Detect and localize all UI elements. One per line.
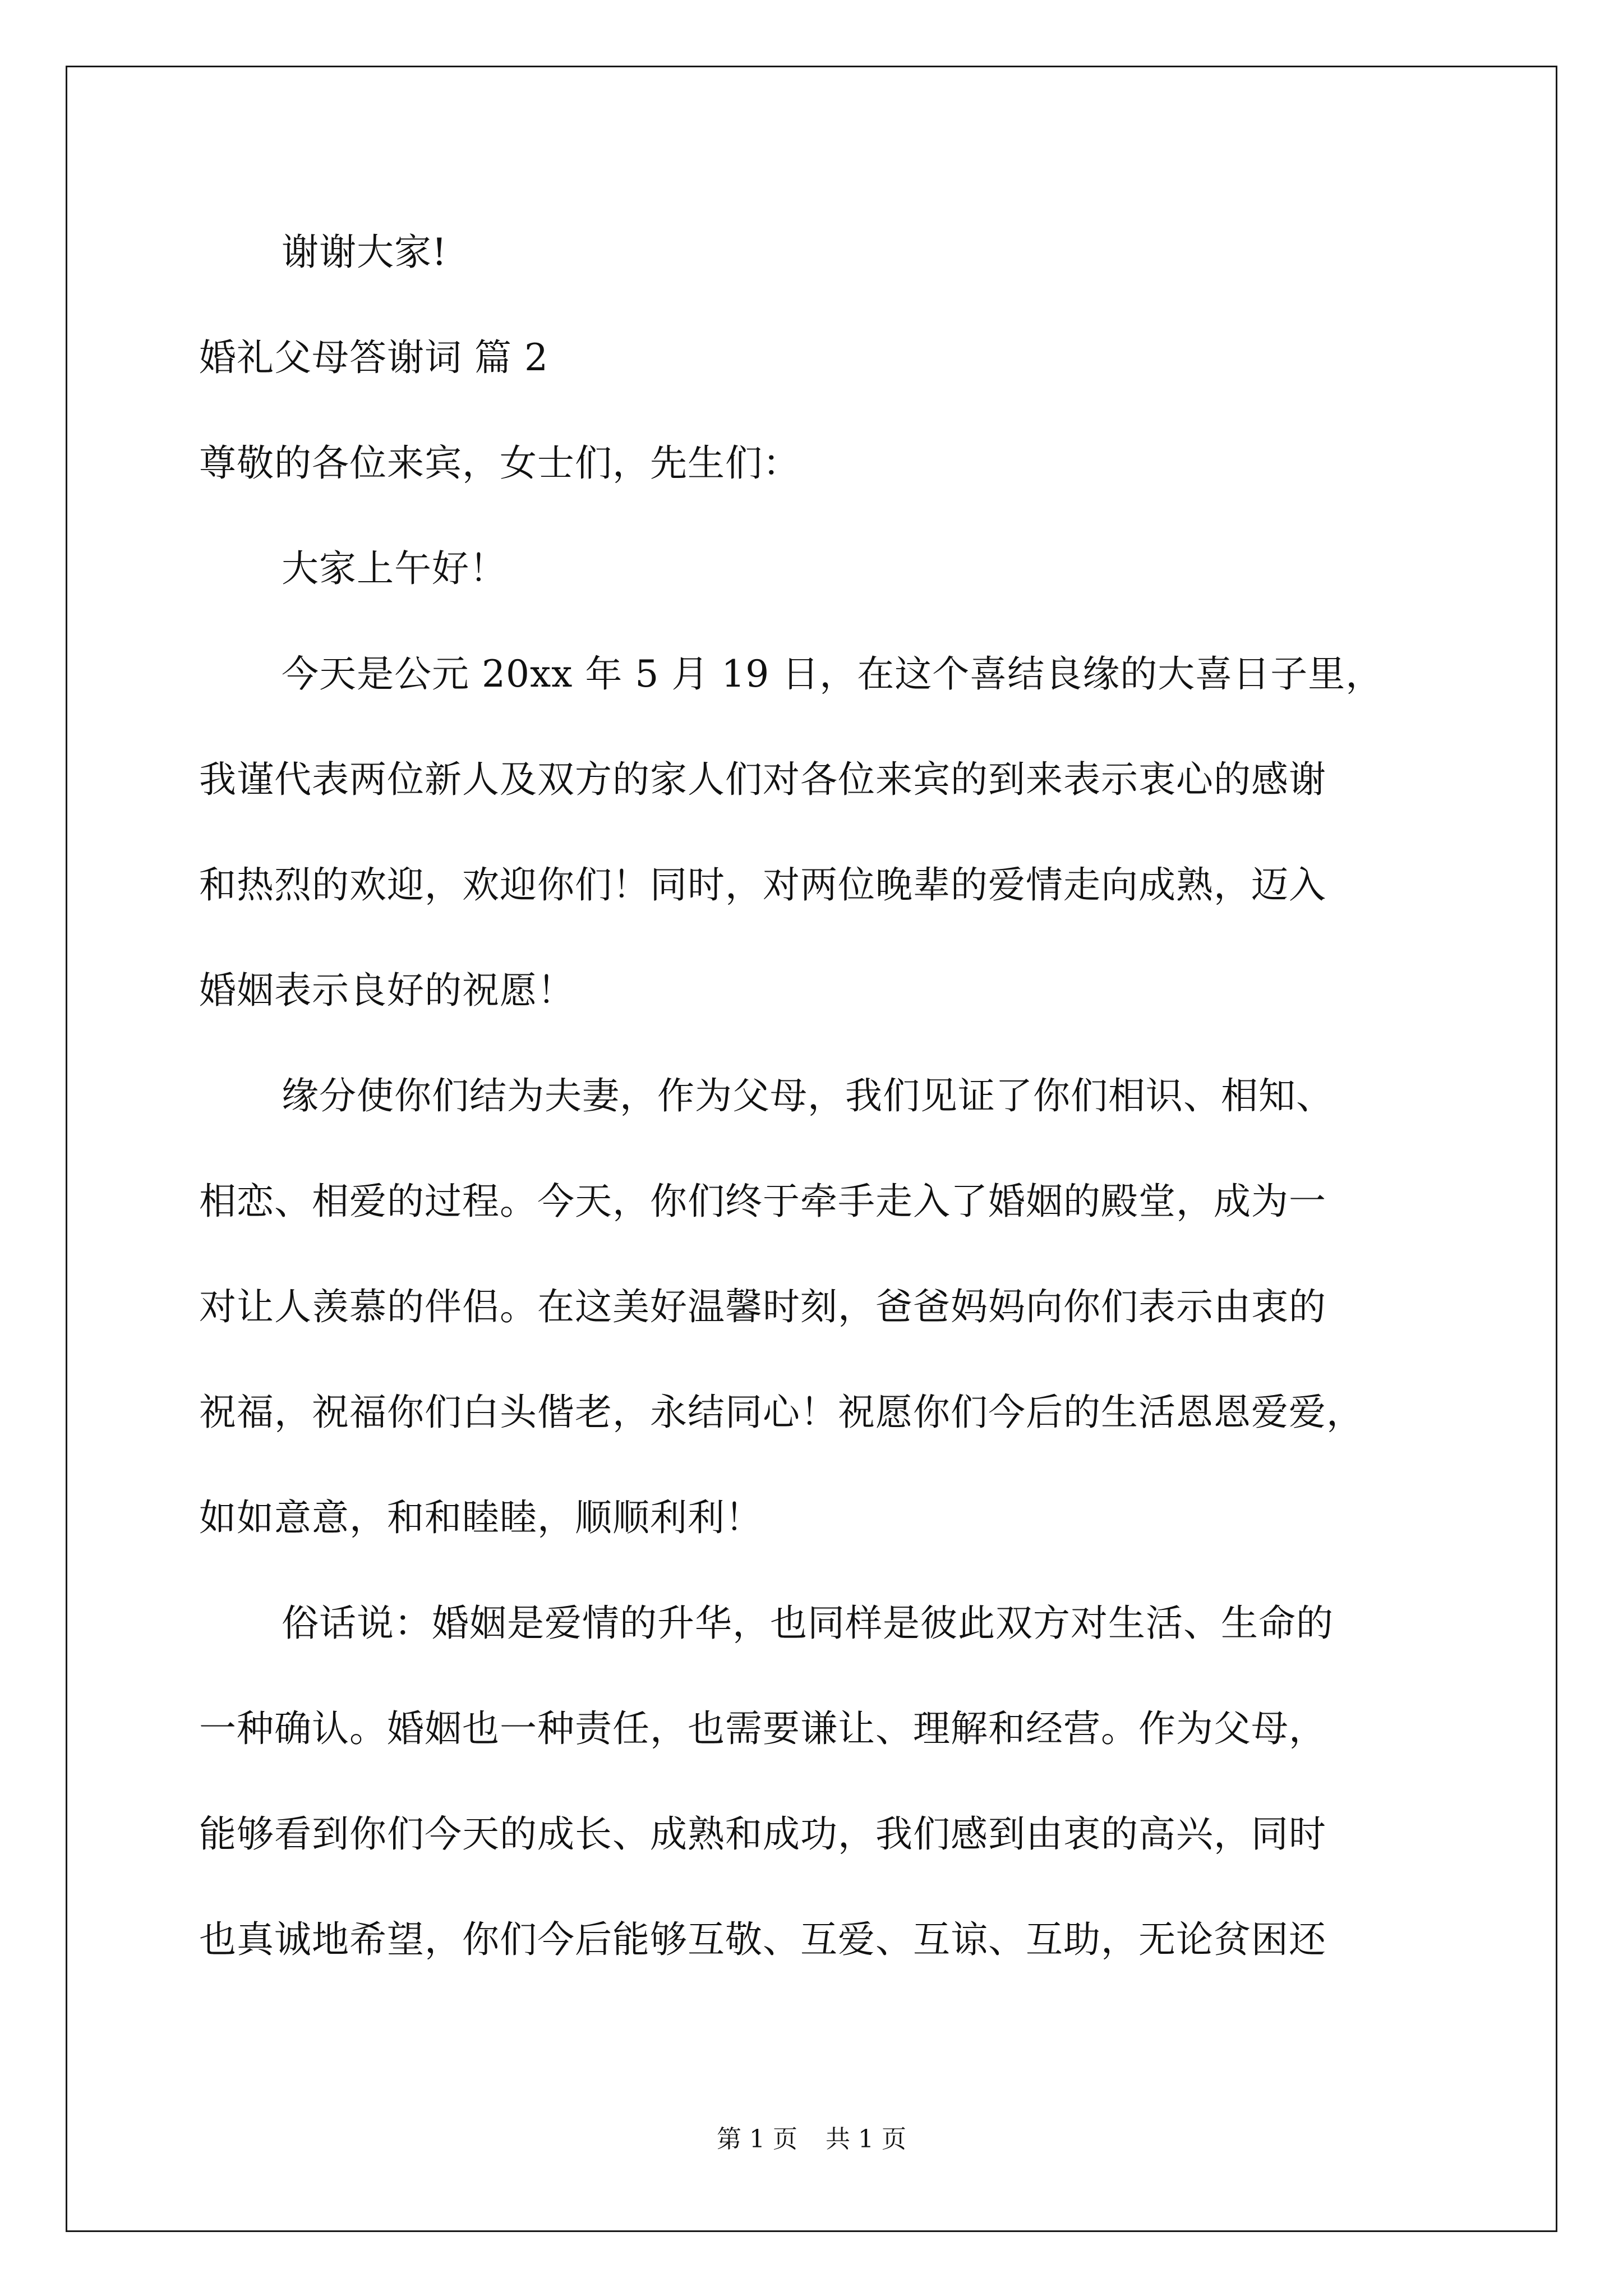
section-heading: 婚礼父母答谢词 篇 2 bbox=[199, 336, 548, 379]
body-line: 缘分使你们结为夫妻，作为父母，我们见证了你们相识、相知、 bbox=[282, 1074, 1334, 1117]
salutation-line: 尊敬的各位来宾，女士们，先生们： bbox=[199, 441, 800, 485]
body-line: 相恋、相爱的过程。今天，你们终于牵手走入了婚姻的殿堂，成为一 bbox=[199, 1180, 1326, 1223]
closing-line: 谢谢大家! bbox=[282, 231, 448, 274]
greeting-line: 大家上午好！ bbox=[282, 547, 507, 590]
body-line: 也真诚地希望，你们今后能够互敬、互爱、互谅、互助，无论贫困还 bbox=[199, 1918, 1326, 1961]
body-line: 俗话说：婚姻是爱情的升华，也同样是彼此双方对生活、生命的 bbox=[282, 1602, 1334, 1645]
page-total: 共 1 页 bbox=[826, 2125, 906, 2154]
page-border bbox=[66, 66, 1557, 2232]
body-line: 如如意意，和和睦睦，顺顺利利！ bbox=[199, 1496, 763, 1539]
body-line: 今天是公元 20xx 年 5 月 19 日，在这个喜结良缘的大喜日子里， bbox=[282, 652, 1384, 696]
page-number: 第 1 页 bbox=[717, 2125, 797, 2154]
body-line: 我谨代表两位新人及双方的家人们对各位来宾的到来表示衷心的感谢 bbox=[199, 758, 1326, 801]
page-footer bbox=[0, 2124, 1623, 2155]
body-line: 婚姻表示良好的祝愿！ bbox=[199, 969, 575, 1012]
body-line: 对让人羡慕的伴侣。在这美好温馨时刻，爸爸妈妈向你们表示由衷的 bbox=[199, 1285, 1326, 1328]
body-line: 和热烈的欢迎，欢迎你们！同时，对两位晚辈的爱情走向成熟，迈入 bbox=[199, 863, 1326, 907]
body-line: 祝福，祝福你们白头偕老，永结同心！祝愿你们今后的生活恩恩爱爱， bbox=[199, 1391, 1364, 1434]
body-line: 一种确认。婚姻也一种责任，也需要谦让、理解和经营。作为父母， bbox=[199, 1707, 1326, 1750]
body-line: 能够看到你们今天的成长、成熟和成功，我们感到由衷的高兴，同时 bbox=[199, 1812, 1326, 1856]
